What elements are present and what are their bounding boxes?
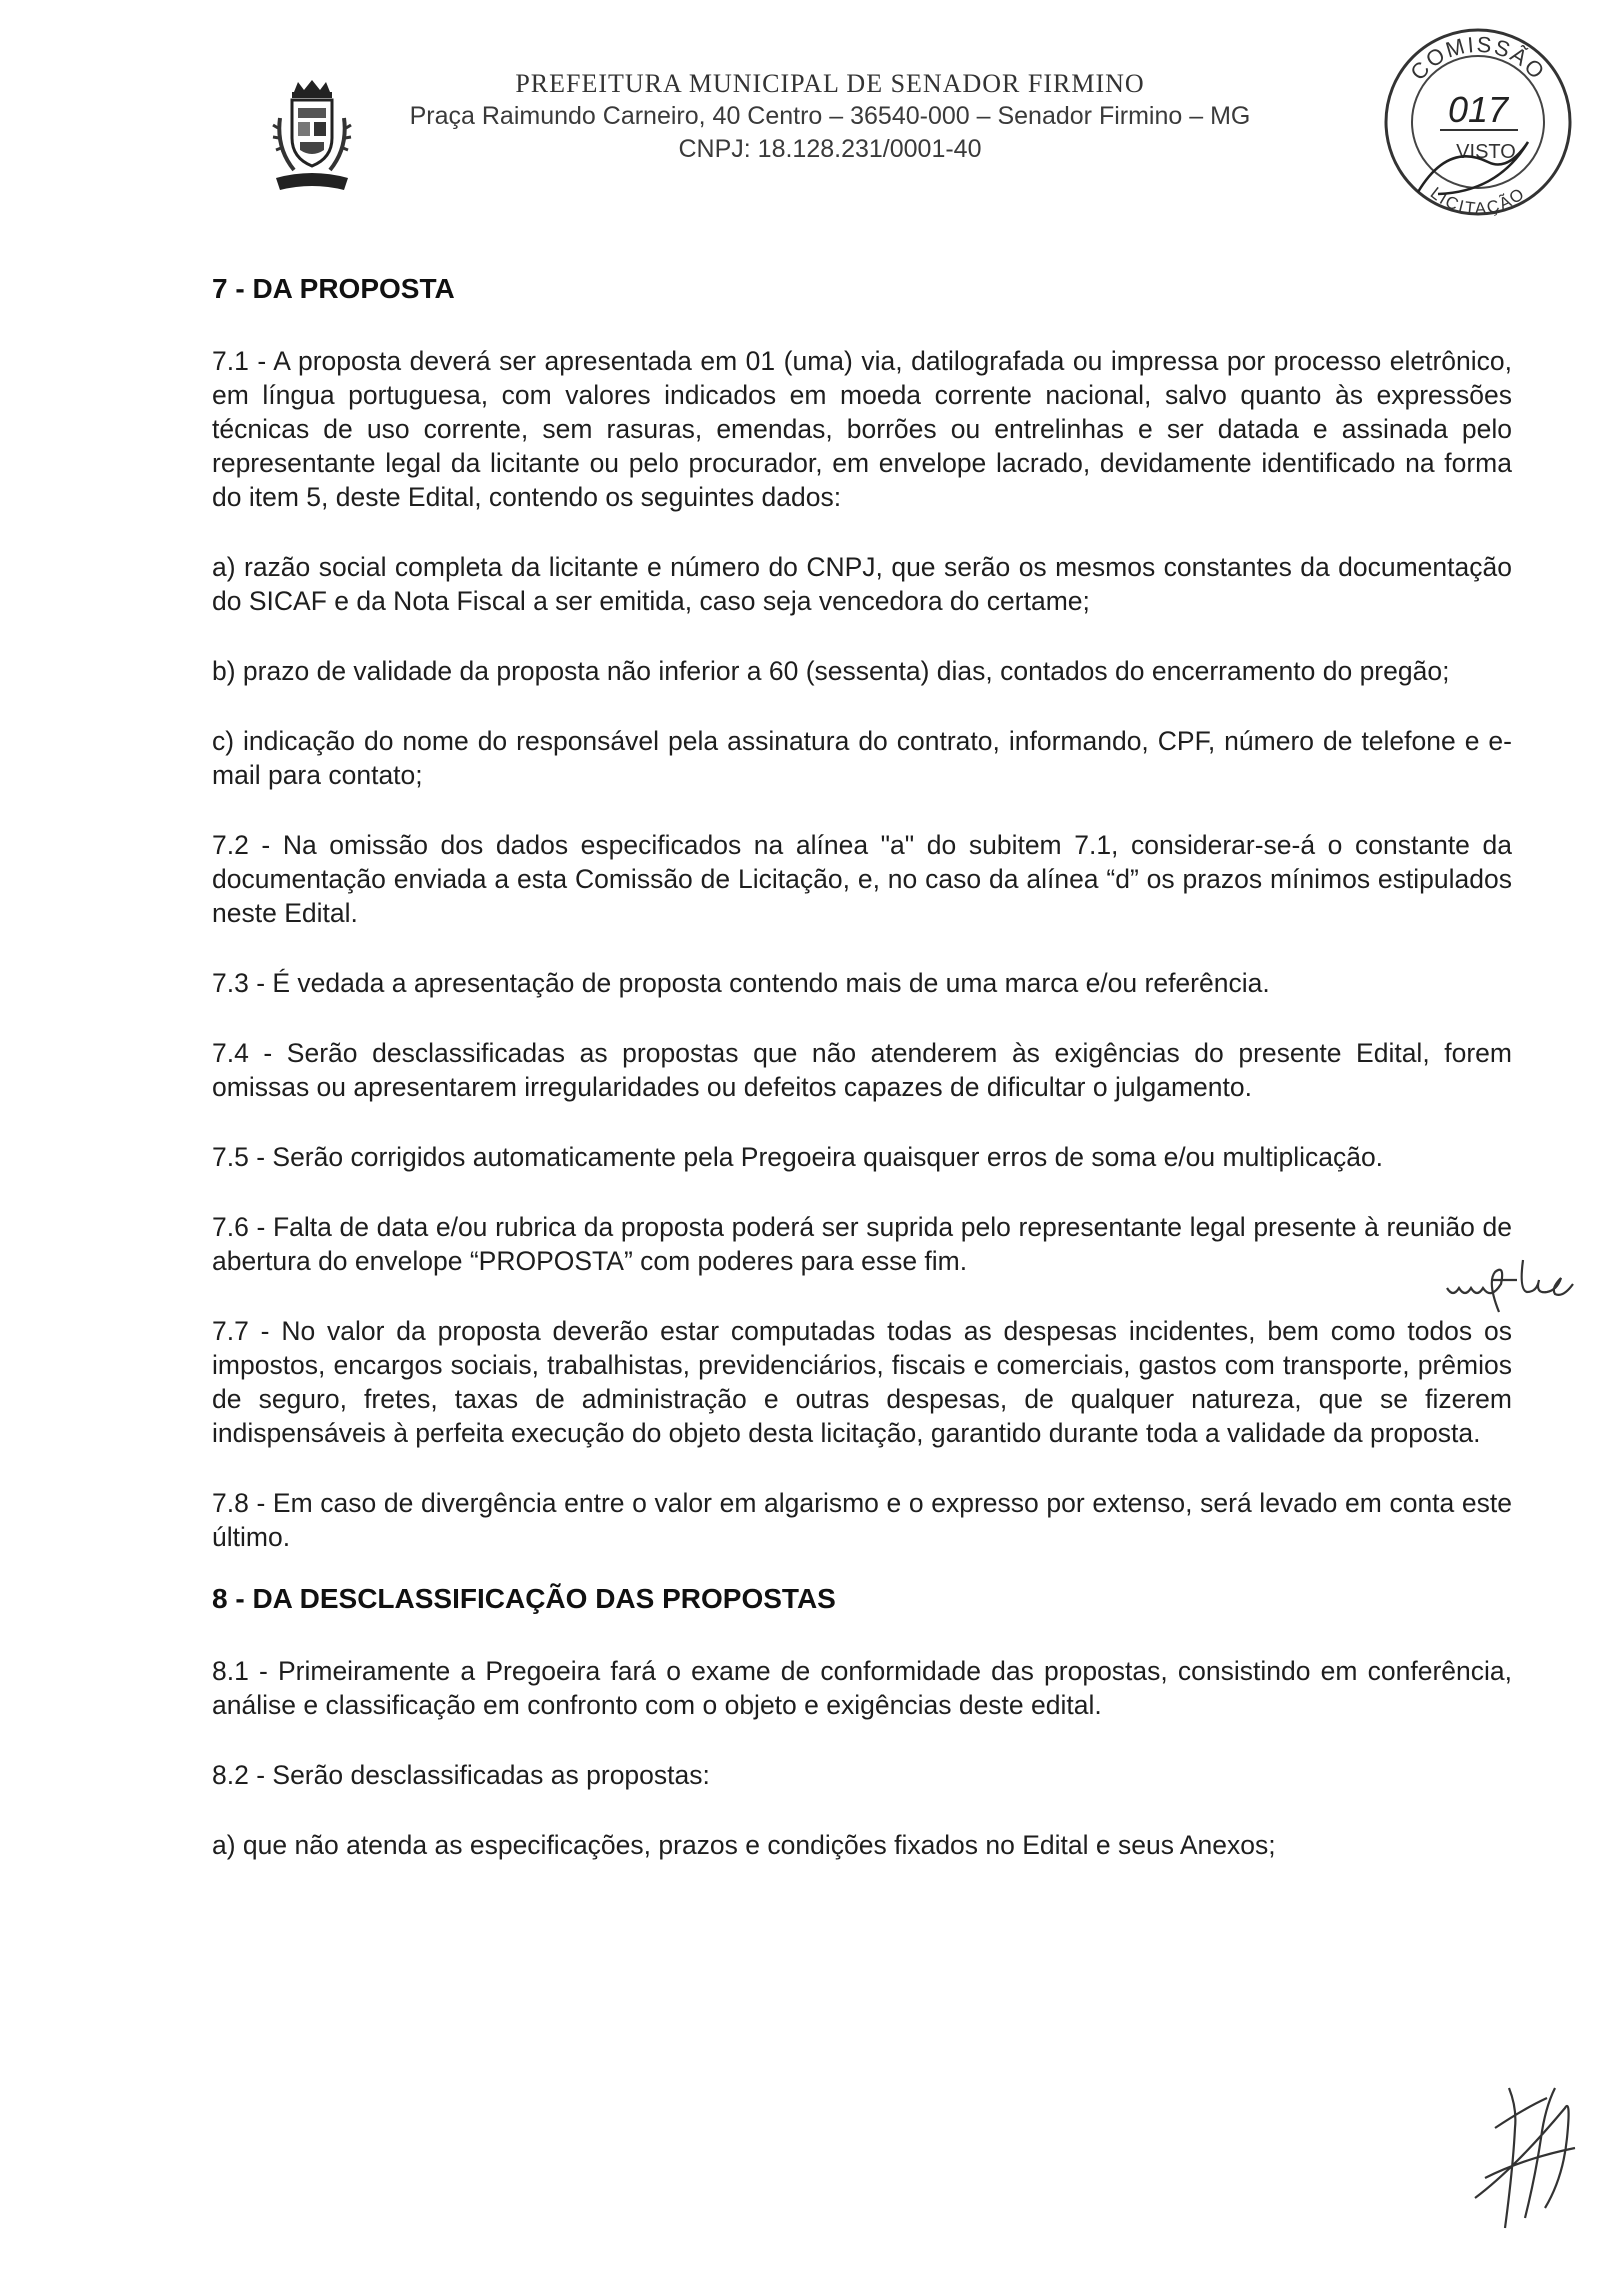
- clause-7-4: 7.4 - Serão desclassificadas as propostas que não atenderem às exigências do presente Edital, forem omissas ou apresentarem irregularidades ou defeitos capazes de dificultar o julgamento.: [212, 1038, 1512, 1102]
- margin-rubric-signature: [1445, 1250, 1575, 1330]
- section-7-title: 7 - DA PROPOSTA: [212, 273, 455, 304]
- clause-7-2: 7.2 - Na omissão dos dados especificados na alínea "a" do subitem 7.1, considerar-se-á o constante da documentação enviada a esta Comissão de Licitação, e, no caso da alínea “d” os prazos mínimos estipulados neste Edital.: [212, 830, 1512, 928]
- section-8-title: 8 - DA DESCLASSIFICAÇÃO DAS PROPOSTAS: [212, 1583, 836, 1614]
- clause-7-1-c: c) indicação do nome do responsável pela assinatura do contrato, informando, CPF, número de telefone e e-mail para contato;: [212, 726, 1512, 790]
- municipality-address: Praça Raimundo Carneiro, 40 Centro – 36540-000 – Senador Firmino – MG: [409, 102, 1251, 130]
- clause-7-3: 7.3 - É vedada a apresentação de proposta contendo mais de uma marca e/ou referência.: [212, 968, 1270, 998]
- clause-8-2-a: a) que não atenda as especificações, prazos e condições fixados no Edital e seus Anexos;: [212, 1830, 1276, 1860]
- municipality-cnpj: CNPJ: 18.128.231/0001-40: [678, 135, 982, 163]
- clause-7-1-b: b) prazo de validade da proposta não inferior a 60 (sessenta) dias, contados do encerramento do pregão;: [212, 656, 1450, 686]
- municipality-name: PREFEITURA MUNICIPAL DE SENADOR FIRMINO: [515, 69, 1145, 98]
- svg-text:COMISSÃO: [1405, 32, 1550, 85]
- clause-7-6: 7.6 - Falta de data e/ou rubrica da proposta poderá ser suprida pelo representante legal presente à reunião de abertura do envelope “PROPOSTA” com poderes para esse fim.: [212, 1212, 1512, 1276]
- stamp-top-text: COMISSÃO: [1405, 31, 1551, 86]
- clause-8-2: 8.2 - Serão desclassificadas as propostas:: [212, 1760, 710, 1790]
- initials-signature: [1455, 2068, 1585, 2238]
- stamp-bottom-text: LICITAÇÃO: [1426, 183, 1530, 219]
- clause-7-7: 7.7 - No valor da proposta deverão estar computadas todas as despesas incidentes, bem como todos os impostos, encargos sociais, trabalhistas, previdenciários, fiscais e comerciais, gastos com transporte, prêmios de seguro, fretes, taxas de administração e outras despesas, de qualquer natureza, que se fizerem indispensáveis à perfeita execução do objeto desta licitação, garantido durante toda a validade da proposta.: [212, 1316, 1512, 1448]
- document-body: [212, 272, 1512, 1898]
- stamp-visto: VISTO: [1456, 141, 1516, 163]
- clause-8-1: 8.1 - Primeiramente a Pregoeira fará o exame de conformidade das propostas, consistindo em conferência, análise e classificação em confronto com o objeto e exigências deste edital.: [212, 1656, 1512, 1720]
- clause-7-8: 7.8 - Em caso de divergência entre o valor em algarismo e o expresso por extenso, será levado em conta este último.: [212, 1488, 1512, 1552]
- clause-7-1: 7.1 - A proposta deverá ser apresentada em 01 (uma) via, datilografada ou impressa por processo eletrônico, em língua portuguesa, com valores indicados em moeda corrente nacional, salvo quanto às expressões técnicas de uso corrente, sem rasuras, emendas, borrões ou entrelinhas e ser datada e assinada pelo representante legal da licitante ou pelo procurador, em envelope lacrado, devidamente identificado na forma do item 5, deste Edital, contendo os seguintes dados:: [212, 346, 1512, 512]
- clause-7-5: 7.5 - Serão corrigidos automaticamente pela Pregoeira quaisquer erros de soma e/ou multiplicação.: [212, 1142, 1384, 1172]
- stamp-page-number: 017: [1447, 89, 1509, 130]
- clause-7-1-a: a) razão social completa da licitante e número do CNPJ, que serão os mesmos constantes da documentação do SICAF e da Nota Fiscal a ser emitida, caso seja vencedora do certame;: [212, 552, 1512, 616]
- commission-stamp: [1378, 22, 1578, 222]
- letterhead: [240, 68, 1420, 166]
